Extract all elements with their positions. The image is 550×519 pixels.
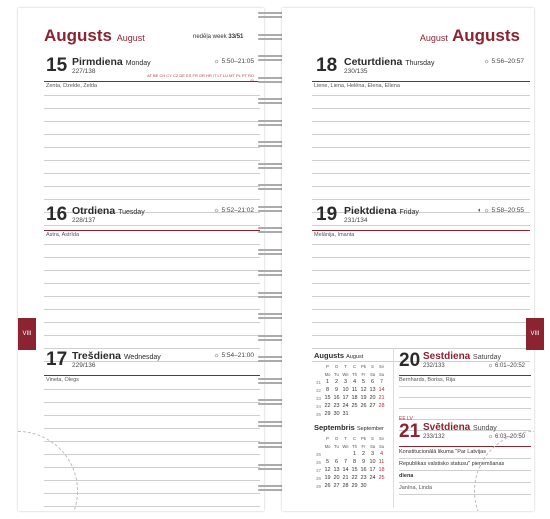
weekday-header-en: Th: [352, 371, 357, 377]
calendar-day[interactable]: 19: [360, 395, 367, 401]
weekday-header: P: [326, 435, 329, 441]
day-number: 18: [316, 55, 338, 76]
sun-icon: ☼: [483, 58, 490, 65]
week-number: 35: [315, 411, 321, 417]
weekday-header: Pk: [361, 435, 366, 441]
name-days: Zenta, Dzelde, Zelda: [46, 83, 98, 89]
calendar-day[interactable]: 25: [351, 403, 358, 409]
calendar-day[interactable]: 27: [333, 483, 340, 489]
weekday-header: T: [344, 435, 347, 441]
calendar-day[interactable]: 29: [351, 483, 358, 489]
spiral-coil: [258, 485, 284, 492]
week-number: 37: [315, 467, 321, 473]
calendar-day[interactable]: 31: [342, 411, 349, 417]
calendar-day[interactable]: 28: [378, 403, 385, 409]
day-name: Svētdiena Sunday: [423, 422, 497, 433]
spiral-coil: [258, 378, 284, 385]
calendar-day[interactable]: 21: [342, 475, 349, 481]
calendar-day[interactable]: [377, 410, 386, 418]
calendar-day[interactable]: 3: [343, 379, 348, 385]
spiral-coil: [258, 335, 284, 342]
calendar-day[interactable]: [368, 482, 377, 490]
calendar-day[interactable]: 15: [324, 395, 331, 401]
spiral-coil: [258, 270, 284, 277]
calendar-day[interactable]: 3: [370, 451, 375, 457]
sun-icon: ☼: [487, 434, 494, 440]
calendar-grid: [314, 434, 386, 490]
calendar-day[interactable]: 10: [369, 459, 376, 465]
weekday-header: O: [334, 363, 339, 369]
calendar-day[interactable]: 2: [361, 451, 366, 457]
name-days: Bernhards, Boriss, Rija: [399, 377, 456, 383]
calendar-day[interactable]: 4: [352, 379, 357, 385]
week-number: 31: [315, 379, 321, 385]
sun-icon: ☼: [483, 207, 490, 214]
sun-times: ☼ 5:56–20:57: [483, 58, 524, 65]
calendar-day[interactable]: 20: [333, 475, 340, 481]
calendar-day[interactable]: [359, 410, 368, 418]
month-tab-left[interactable]: VIII: [18, 318, 36, 350]
calendar-day[interactable]: 14: [342, 467, 349, 473]
calendar-day[interactable]: 1: [352, 451, 357, 457]
calendar-day[interactable]: 8: [352, 459, 357, 465]
weekday-header: P: [326, 363, 329, 369]
spiral-coil: [258, 98, 284, 105]
name-days: Melānija, Imanta: [314, 232, 355, 238]
weekday-header-en: Mo: [324, 371, 331, 377]
calendar-day[interactable]: 6: [334, 459, 339, 465]
calendar-day[interactable]: 22: [324, 403, 331, 409]
spiral-coil: [258, 184, 284, 191]
sun-icon: ☼: [213, 352, 220, 359]
month-tab-right[interactable]: VIII: [526, 318, 544, 350]
mini-calendar-september: Septembris September P O T C Pk S Sv Mo Tu We Th Fr Sa Su 35 1 2 3 4 36 5 6 7 8 9 10 11 37 12 13 14 15 16 17 18 38 19 20 21 22 23 24 25 39 26 27 28 29 30: [314, 423, 385, 489]
week-number: 38: [315, 475, 321, 481]
weekday-header-en: Sa: [369, 443, 376, 449]
weekday-header: Sv: [379, 363, 384, 369]
right-page: [282, 8, 534, 511]
sun-times: ☼ 5:52–21:02: [213, 207, 254, 214]
calendar-day[interactable]: 19: [324, 475, 331, 481]
calendar-day[interactable]: 29: [324, 411, 331, 417]
day-rule: [44, 375, 260, 376]
spiral-coil: [258, 292, 284, 299]
weekday-header: C: [352, 435, 357, 441]
spiral-coil: [258, 227, 284, 234]
calendar-day[interactable]: [341, 450, 350, 458]
calendar-day[interactable]: [368, 410, 377, 418]
spiral-coil: [258, 77, 284, 84]
calendar-day[interactable]: 4: [379, 451, 384, 457]
day-count: 229/136: [72, 362, 96, 369]
spiral-coil: [258, 464, 284, 471]
week-number: 39: [315, 483, 321, 489]
week-number: 35: [315, 451, 321, 457]
spiral-coil: [258, 34, 284, 41]
day-rule: [312, 230, 530, 231]
writing-lines: [312, 232, 530, 362]
day-number: 20: [399, 350, 421, 371]
calendar-day[interactable]: 28: [342, 483, 349, 489]
weekday-header: Sv: [379, 435, 384, 441]
calendar-day[interactable]: [323, 450, 332, 458]
spiral-coil: [258, 55, 284, 62]
calendar-day[interactable]: 20: [369, 395, 376, 401]
calendar-day[interactable]: 27: [369, 403, 376, 409]
moon-phase-icon: ◐: [477, 207, 482, 214]
spiral-coil: [258, 442, 284, 449]
week-info: nedēļa week 33/51: [193, 34, 244, 40]
calendar-day[interactable]: 11: [378, 459, 385, 465]
calendar-day[interactable]: 21: [378, 395, 385, 401]
holiday-text: Konstitucionālā likuma "Par Latvijas Republikas valstisko statusu" pieņemšanas diena Janīna, Linda: [399, 447, 531, 495]
day-block-16[interactable]: [18, 204, 264, 238]
day-block-19[interactable]: [282, 204, 534, 238]
sun-times: ☼ 6:03–20:50: [487, 434, 525, 440]
day-name: Pirmdiena Monday: [72, 56, 151, 68]
weekday-header-en: We: [342, 443, 349, 449]
weekday-header-en: Tu: [334, 443, 339, 449]
calendar-day[interactable]: 22: [351, 475, 358, 481]
calendar-day[interactable]: 30: [333, 411, 340, 417]
spiral-coil: [258, 313, 284, 320]
weekday-header-en: Fr: [361, 443, 366, 449]
weekday-header: S: [371, 363, 374, 369]
day-name: Ceturtdiena Thursday: [344, 56, 435, 68]
calendar-day[interactable]: 14: [378, 387, 385, 393]
weekday-header-en: Sa: [369, 371, 376, 377]
day-name: Piektdiena Friday: [344, 205, 419, 217]
month-title-right: August Augusts: [419, 26, 520, 45]
name-days: Vineta, Olegs: [46, 377, 79, 383]
weekday-header-en: Tu: [334, 371, 339, 377]
calendar-day[interactable]: 23: [360, 475, 367, 481]
calendar-day[interactable]: 13: [333, 467, 340, 473]
day-count: 232/133: [423, 363, 445, 369]
calendar-day[interactable]: 18: [378, 467, 385, 473]
weekday-header-en: Su: [378, 371, 385, 377]
calendar-day[interactable]: 5: [361, 379, 366, 385]
week-number: 36: [315, 459, 321, 465]
calendar-day[interactable]: 17: [342, 395, 349, 401]
sun-icon: ☼: [213, 58, 220, 65]
calendar-day[interactable]: 30: [360, 483, 367, 489]
day-rule: [44, 230, 260, 231]
calendar-day[interactable]: 10: [342, 387, 349, 393]
name-days: Liene, Liena, Helēna, Elena, Ellena: [314, 83, 400, 89]
day-number: 16: [46, 204, 68, 225]
holiday-countries: AT BE CH CY CZ DE ES FR GR HR IT LT LU MT PL PT RO: [147, 73, 254, 78]
week-number: 33: [315, 395, 321, 401]
week-number: 34: [315, 403, 321, 409]
calendar-day[interactable]: 9: [361, 459, 366, 465]
calendar-day[interactable]: 25: [378, 475, 385, 481]
left-page: [18, 8, 264, 511]
writing-lines: [44, 232, 260, 362]
calendar-day[interactable]: 11: [351, 387, 358, 393]
spiral-coil: [258, 120, 284, 127]
day-count: 233/132: [423, 434, 445, 440]
calendar-day[interactable]: 18: [351, 395, 358, 401]
day-name: Sestdiena Saturday: [423, 351, 502, 362]
spiral-coil: [258, 141, 284, 148]
day-number: 21: [399, 421, 421, 442]
weekday-header-en: We: [342, 371, 349, 377]
sun-times: ☼ 5:50–21:05: [213, 58, 254, 65]
spiral-binding: [258, 12, 284, 502]
day-block-15[interactable]: [18, 55, 264, 89]
calendar-day[interactable]: 6: [370, 379, 375, 385]
decorative-curve: [474, 431, 534, 511]
calendar-grid: [314, 362, 386, 418]
calendar-day[interactable]: 12: [324, 467, 331, 473]
weekday-header: T: [344, 363, 347, 369]
calendar-day[interactable]: 23: [333, 403, 340, 409]
weekday-header: S: [371, 435, 374, 441]
sun-times: ◐ ☼ 5:58–20:55: [477, 207, 524, 214]
sun-times: ☼ 6:01–20:52: [487, 363, 525, 369]
day-rule: [312, 81, 530, 82]
calendar-day[interactable]: 24: [342, 403, 349, 409]
day-block-18[interactable]: [282, 55, 534, 89]
weekday-header: Pk: [361, 363, 366, 369]
calendar-day[interactable]: 26: [360, 403, 367, 409]
calendar-day[interactable]: 2: [334, 379, 339, 385]
weekday-header: C: [352, 363, 357, 369]
week-number: 32: [315, 387, 321, 393]
day-count: 228/137: [72, 217, 96, 224]
eu-country-label: EE LV: [399, 416, 413, 422]
day-number: 15: [46, 55, 68, 76]
weekday-header-en: Su: [378, 443, 385, 449]
day-number: 17: [46, 349, 68, 370]
calendar-day[interactable]: 7: [343, 459, 348, 465]
spiral-coil: [258, 206, 284, 213]
weekday-header-en: Th: [352, 443, 357, 449]
spiral-coil: [258, 249, 284, 256]
spiral-coil: [258, 163, 284, 170]
day-name: Otrdiena Tuesday: [72, 205, 145, 217]
calendar-day[interactable]: 13: [369, 387, 376, 393]
calendar-day[interactable]: 26: [324, 483, 331, 489]
sun-icon: ☼: [213, 207, 220, 214]
month-title-left: Augusts August: [44, 26, 145, 45]
spiral-coil: [258, 421, 284, 428]
spiral-coil: [258, 399, 284, 406]
day-rule: [44, 81, 260, 82]
calendar-day[interactable]: 7: [379, 379, 384, 385]
calendar-day[interactable]: 16: [333, 395, 340, 401]
calendar-day[interactable]: 12: [360, 387, 367, 393]
calendar-day[interactable]: [332, 450, 341, 458]
spiral-coil: [258, 12, 284, 19]
weekday-header-en: Fr: [361, 371, 366, 377]
mini-calendar-august: Augusts August P O T C Pk S Sv Mo Tu We Th Fr Sa Su 31 1 2 3 4 5 6 7 32 8 9 10 11 12 13 14 33 15 16 17 18 19 20 21 34 22 23 24 25 26 27 28 35 29 30 31: [314, 351, 385, 417]
calendar-day[interactable]: [377, 482, 386, 490]
calendar-day[interactable]: 1: [325, 379, 330, 385]
calendar-day[interactable]: 24: [369, 475, 376, 481]
weekday-header-en: Mo: [324, 443, 331, 449]
day-block-17[interactable]: [18, 349, 264, 383]
day-number: 19: [316, 204, 338, 225]
calendar-day[interactable]: 9: [334, 387, 339, 393]
spiral-coil: [258, 356, 284, 363]
calendar-day[interactable]: 5: [325, 459, 330, 465]
name-days: Astra, Astrīda: [46, 232, 80, 238]
calendar-day[interactable]: 15: [351, 467, 358, 473]
day-count: 230/135: [344, 68, 368, 75]
weekday-header: O: [334, 435, 339, 441]
sun-times: ☼ 5:54–21:00: [213, 352, 254, 359]
calendar-day[interactable]: 8: [325, 387, 330, 393]
day-count: 227/138: [72, 68, 96, 75]
day-name: Trešdiena Wednesday: [72, 350, 161, 362]
calendar-day[interactable]: [350, 410, 359, 418]
calendar-day[interactable]: 16: [360, 467, 367, 473]
sun-icon: ☼: [487, 363, 494, 369]
day-count: 231/134: [344, 217, 368, 224]
calendar-day[interactable]: 17: [369, 467, 376, 473]
